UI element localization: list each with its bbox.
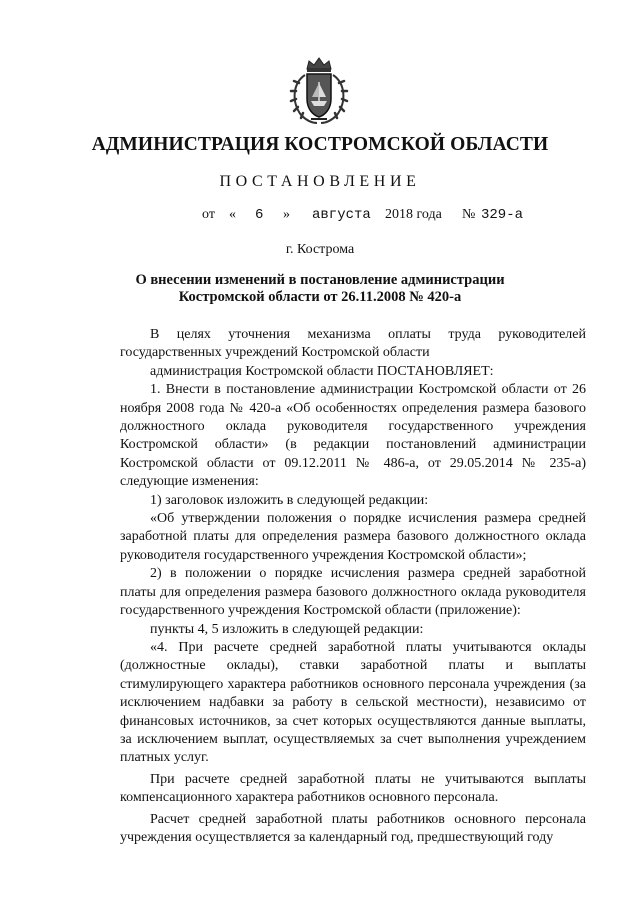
- organization-name: АДМИНИСТРАЦИЯ КОСТРОМСКОЙ ОБЛАСТИ: [91, 134, 549, 155]
- decree-number-sign: №: [462, 207, 476, 222]
- subject-line: О внесении изменений в постановление администрации: [135, 272, 505, 288]
- date-month: августа: [312, 207, 371, 223]
- date-day: 6: [255, 207, 264, 223]
- date-prefix: от: [202, 207, 215, 222]
- date-close-quote: »: [283, 207, 290, 222]
- subject-line: Костромской области от 26.11.2008 № 420-а: [178, 289, 462, 305]
- body-paragraph: администрация Костромской области ПОСТАНОВЛЯЕТ:: [150, 363, 494, 379]
- decree-date-line: [0, 207, 640, 227]
- decree-number: 329-а: [481, 207, 524, 223]
- date-year: 2018 года: [385, 207, 442, 222]
- body-paragraph: При расчете средней заработной платы не учитываются выплаты компенсационного характера работников основного персонала.: [120, 771, 586, 806]
- decree-body: [120, 326, 586, 847]
- body-paragraph: 1) заголовок изложить в следующей редакции:: [150, 492, 429, 508]
- body-paragraph: В целях уточнения механизма оплаты труда руководителей государственных учреждений Костромской области: [120, 327, 586, 361]
- date-open-quote: «: [229, 207, 236, 222]
- body-paragraph: «Об утверждении положения о порядке исчисления размера средней заработной платы для определения размера базового должностного оклада руководителя государственного учреждения Костромской области»;: [120, 511, 586, 563]
- body-paragraph: 1. Внести в постановление администрации Костромской области от 26 ноября 2008 года № 420-а «Об особенностях определения размера базового должностного оклада руководителя государственного учреждения Костромской области» (в редакции постановлений администрации Костромской области от 09.12.2011 № 486-а, от 29.05.2014 № 235-а) следующие изменения:: [120, 382, 586, 490]
- body-paragraph: «4. При расчете средней заработной платы учитываются оклады (должностные оклады), ставки заработной платы и выплаты стимулирующего характера работников основного персонала учреждения (за исключением надбавки за работу в сельской местности), независимо от финансовых источников, за счет которых осуществляются данные выплаты, за исключением выплат, осуществляемых за счет выполнения учреждением платных услуг.: [120, 639, 586, 766]
- body-paragraph: Расчет средней заработной платы работников основного персонала учреждения осуществляется за календарный год, предшествующий году: [120, 811, 586, 845]
- decree-subject: [120, 272, 520, 306]
- body-paragraph: 2) в положении о порядке исчисления размера средней заработной платы для определения размера базового должностного оклада руководителя государственного учреждения Костромской области (приложение):: [120, 566, 586, 619]
- body-paragraph: пункты 4, 5 изложить в следующей редакции:: [150, 621, 424, 637]
- document-type: ПОСТАНОВЛЕНИЕ: [219, 173, 421, 190]
- city: г. Кострома: [285, 242, 355, 257]
- coat-of-arms-icon: [287, 55, 351, 125]
